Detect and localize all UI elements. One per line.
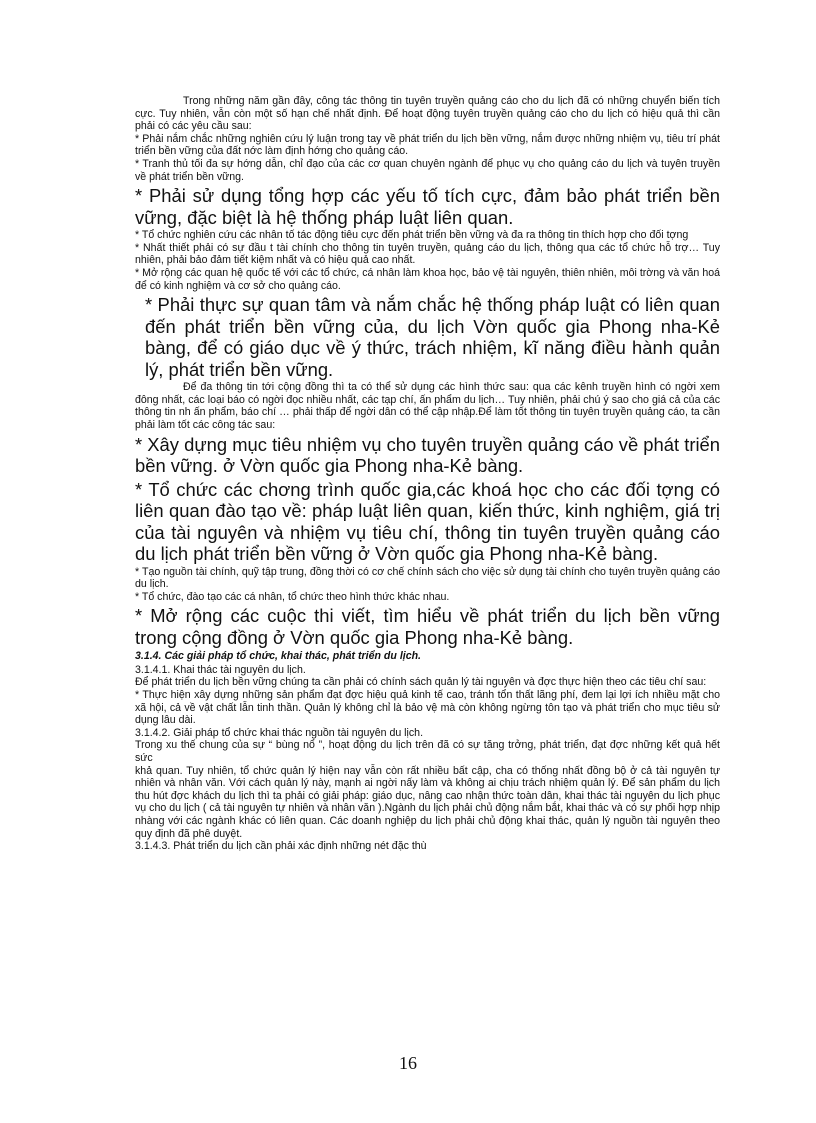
bullet-paragraph: * Mở rộng các quan hệ quốc tế với các tổ chức, cá nhân làm khoa học, bảo vệ tài nguyên, thiên nhiên, môi trờng và văn hoá để có kinh nghiệm và cơ sở cho quảng cáo. [135, 266, 720, 292]
document-body [135, 95, 720, 853]
subsection-heading: 3.1.4.3. Phát triển du lịch cần phải xác định những nét đặc thù [135, 840, 427, 853]
bullet-paragraph: * Nhất thiết phải có sự đầu t tài chính cho thông tin tuyên truyền, quảng cáo du lịch, thông qua các tổ chức hỗ trợ… Tuy nhiên, phải bảo đảm tiết kiệm nhất và có hiệu quả cao nhất. [135, 241, 720, 267]
bullet-paragraph: * Tạo nguồn tài chính, quỹ tập trung, đồng thời có cơ chế chính sách cho việc sử dụng tài chính cho tuyên truyền quảng cáo du lịch. [135, 565, 720, 591]
page-number: 16 [399, 1053, 417, 1073]
bullet-paragraph: * Thực hiện xây dựng những sản phẩm đạt đợc hiệu quả kinh tế cao, tránh tổn thất lãng phí, đem lại lợi ích nhiều mặt cho xã hội, cả về vật chất lẫn tinh thần. Quản lý không chỉ là bảo vệ mà còn không ngừng tôn tạo và phát triển cho mục tiêu sử dụng lâu dài. [135, 689, 720, 727]
large-bullet-paragraph: * Tổ chức các chơng trình quốc gia,các khoá học cho các đối tợng có liên quan đào tạo về: pháp luật liên quan, kiến thức, kinh nghiệm, giá trị của tài nguyên và nhiệm vụ tiêu chí, thông tin tuyên truyền quảng cáo du lịch phát triển bền vững ở Vờn quốc gia Phong nha-Kẻ bàng. [135, 478, 720, 564]
bullet-paragraph: * Phải nắm chắc những nghiên cứu lý luận trong tay về phát triển du lịch bền vững, nắm được những nhiệm vụ, tiêu trí phát triển bền vững của đất nớc làm định hớng cho quảng cáo. [135, 132, 720, 158]
bullet-paragraph: * Tranh thủ tối đa sự hớng dẫn, chỉ đạo của các cơ quan chuyên ngành để phục vụ cho quảng cáo du lịch và tuyên truyền về phát triển bền vững. [135, 157, 720, 183]
section-heading: 3.1.4. Các giải pháp tổ chức, khai thác, phát triển du lịch. [135, 650, 422, 663]
large-bullet-paragraph: * Mở rộng các cuộc thi viết, tìm hiểu về phát triển du lịch bền vững trong cộng đồng ở Vờn quốc gia Phong nha-Kẻ bàng. [135, 605, 720, 648]
paragraph: Trong những năm gần đây, công tác thông tin tuyên truyền quảng cáo cho du lịch đã có những chuyển biến tích cực. Tuy nhiên, vẫn còn một số hạn chế nhất định. Để hoạt động tuyên truyền quảng cáo cho du lịch có hiệu quả thì cần phải có các yêu cầu sau: [135, 95, 720, 133]
paragraph: Trong xu thế chung của sự “ bùng nổ ”, hoạt động du lịch trên đã có sự tăng trởng, phát triển, đạt đợc những kết quả hết sức [135, 739, 720, 765]
paragraph: Để phát triển du lịch bền vững chúng ta cần phải có chính sách quản lý tài nguyên và đợc thực hiện theo các tiêu chí sau: [135, 676, 707, 689]
large-bullet-paragraph: * Phải sử dụng tổng hợp các yếu tố tích cực, đảm bảo phát triển bền vững, đặc biệt là hệ thống pháp luật liên quan. [135, 185, 720, 228]
large-bullet-paragraph: * Phải thực sự quan tâm và nắm chắc hệ thống pháp luật có liên quan đến phát triển bền vững của, du lịch Vờn quốc gia Phong nha-Kẻ bàng, để có giáo dục về ý thức, trách nhiệm, kĩ năng điều hành quản lý, phát triển bền vững. [145, 294, 720, 380]
large-bullet-paragraph: * Xây dựng mục tiêu nhiệm vụ cho tuyên truyền quảng cáo về phát triển bền vững. ở Vờn quốc gia Phong nha-Kẻ bàng. [135, 433, 720, 476]
bullet-paragraph: * Tổ chức, đào tạo các cá nhân, tổ chức theo hình thức khác nhau. [135, 590, 450, 603]
subsection-heading: 3.1.4.2. Giải pháp tổ chức khai thác nguồn tài nguyên du lịch. [135, 726, 424, 739]
bullet-paragraph: * Tổ chức nghiên cứu các nhân tố tác động tiêu cực đến phát triển bền vững và đa ra thông tin thích hợp cho đối tợng [135, 229, 689, 242]
subsection-heading: 3.1.4.1. Khai thác tài nguyên du lịch. [135, 663, 306, 676]
paragraph: khả quan. Tuy nhiên, tổ chức quản lý hiện nay vẫn còn rất nhiều bất cập, cha có thống nhất đồng bộ ở cả tài nguyên tự nhiên và nhân văn. Với cách quản lý này, mạnh ai ngời nấy làm và không ai chịu trách nhiệm quản lý. Để sản phẩm du lịch thu hút đợc khách du lịch thì ta phải có giải pháp: giáo dục, nâng cao nhận thức toàn dân, khai thác tài nguyên du lịch phục vụ cho du lịch ( cả tài nguyên tự nhiên và nhân văn ).Ngành du lịch phải chủ động nắm bắt, khai thác và có sự phối hợp nhịp nhàng với các ngành khác có liên quan. Các doanh nghiệp du lịch phải chủ động khai thác, quản lý nguồn tài nguyên theo quy định đã phê duyệt. [135, 764, 720, 840]
paragraph: Để đa thông tin tới cộng đồng thì ta có thể sử dụng các hình thức sau: qua các kênh truyền hình có ngời xem đông nhất, các loại báo có ngời đọc nhiều nhất, các tạp chí, ấn phẩm du lịch… Tuy nhiên, phải chú ý sao cho giá cả của các thông tin nh ấn phẩm, báo chí … phải thấp để ngời dân có thể cập nhập.Để làm tốt thông tin tuyên truyền quảng cáo, ta cần phải làm tốt các công tác sau: [135, 381, 720, 431]
